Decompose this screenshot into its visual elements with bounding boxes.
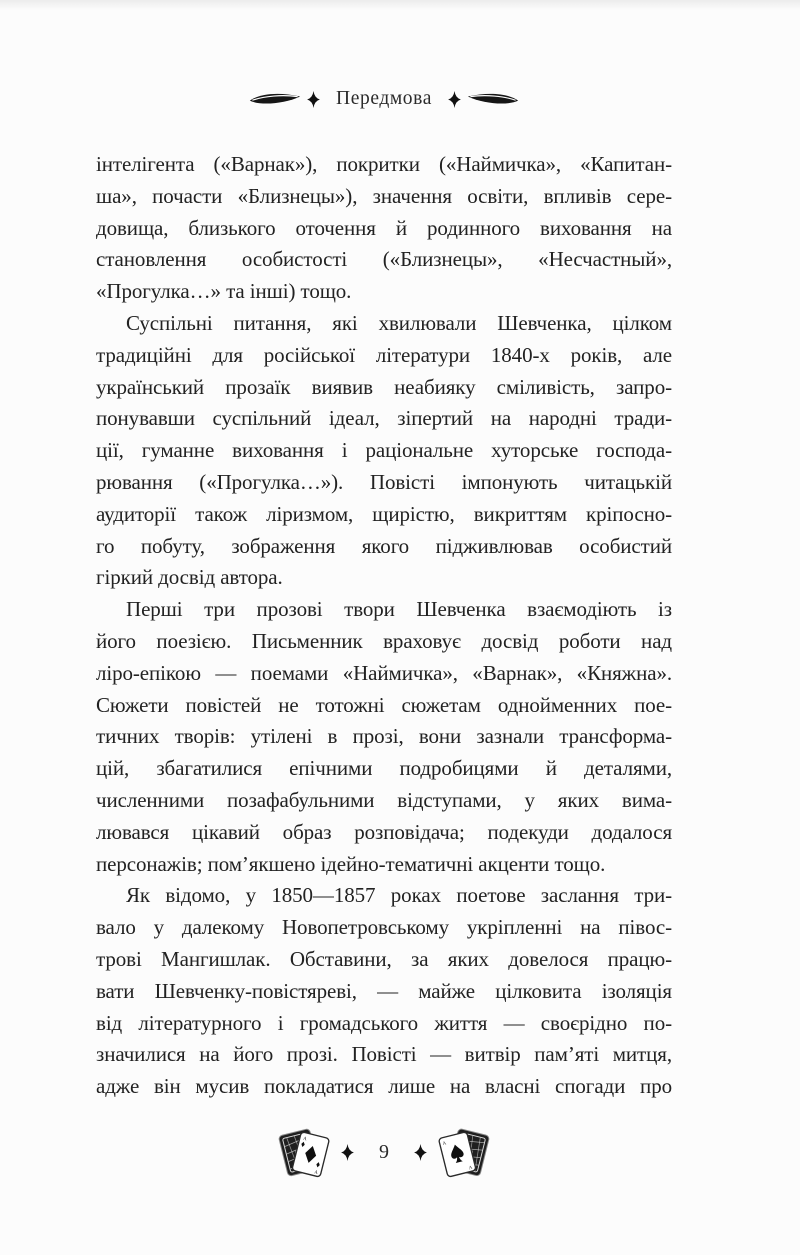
four-point-star-icon: [341, 1144, 354, 1161]
text-line: ша», почасти «Близнецы»), значення освіти, впливів сере-: [96, 183, 672, 208]
four-point-star-icon: [414, 1144, 427, 1161]
text-line: персонажів; пом’якшено ідейно-тематичні акценти тощо.: [96, 851, 606, 876]
four-point-star-icon: [307, 91, 320, 108]
playing-cards-diamond-ace-icon: [277, 1123, 333, 1181]
page-footer: [96, 1120, 672, 1184]
text-line: Перші три прозові твори Шевченка взаємодіють із: [126, 597, 672, 622]
body-text: [96, 149, 672, 1103]
chapter-header: [96, 88, 672, 110]
text-line: рювання («Прогулка…»). Повісті імпонують читацькій: [96, 469, 672, 494]
text-line: Суспільні питання, які хвилювали Шевченка, цілком: [126, 310, 672, 335]
text-line: численними позафабульними відступами, у яких вима-: [96, 787, 672, 812]
text-line: понувавши суспільний ідеал, зіпертий на народні тради-: [96, 406, 672, 431]
page-number: 9: [379, 1141, 389, 1163]
svg-text:A: A: [442, 1141, 447, 1147]
text-line: його поезією. Письменник враховує досвід роботи над: [96, 628, 672, 653]
text-line: значилися на його прозі. Повісті — витвір пам’яті митця,: [96, 1042, 672, 1067]
text-line: Як відомо, у 1850—1857 роках поетове заслання три-: [126, 883, 672, 908]
text-line: ції, гуманне виховання і раціональне хуторське господа-: [96, 438, 672, 463]
text-line: від літературного і громадського життя — своєрідно по-: [96, 1010, 672, 1035]
text-line: інтелігента («Варнак»), покритки («Наймичка», «Капитан-: [96, 152, 672, 176]
text-line: вати Шевченку-повістяреві, — майже цілковита ізоляція: [96, 978, 672, 1003]
text-line: аудиторії також ліризмом, щирістю, викриттям кріпосно-: [96, 501, 672, 526]
text-line: становлення особистості («Близнецы», «Несчастный»,: [96, 247, 672, 272]
svg-text:A: A: [302, 1136, 308, 1143]
text-line: ліро-епікою — поемами «Наймичка», «Варнак», «Княжна».: [96, 660, 672, 685]
four-point-star-icon: [448, 91, 461, 108]
playing-cards-spade-ace-icon: [435, 1123, 491, 1181]
text-line: адже він мусив покладатися лише на власні спогади про: [96, 1074, 672, 1099]
text-line: традиційні для російської літератури 1840-х років, але: [96, 342, 672, 367]
svg-text:A: A: [468, 1165, 474, 1172]
text-line: гіркий досвід автора.: [96, 565, 283, 590]
leaf-ornament-icon: [467, 90, 519, 108]
leaf-ornament-icon: [249, 90, 301, 108]
text-line: лювався цікавий образ розповідача; подекуди додалося: [96, 819, 672, 844]
svg-text:A: A: [313, 1170, 319, 1176]
text-line: довища, близького оточення й родинного виховання на: [96, 215, 672, 240]
text-line: трові Мангишлак. Обставини, за яких довелося працю-: [96, 946, 672, 971]
text-line: Сюжети повістей не тотожні сюжетам однойменних пое-: [96, 692, 672, 717]
text-line: тичних творів: утілені в прозі, вони зазнали трансформа-: [96, 724, 672, 749]
text-line: «Прогулка…» та інші) тощо.: [96, 279, 352, 304]
text-line: вало у далекому Новопетровському укріпленні на півос-: [96, 915, 672, 940]
text-line: український прозаїк виявив неабияку сміливість, запро-: [96, 374, 672, 399]
text-line: цій, збагатилися епічними подробицями й деталями,: [96, 756, 672, 781]
page-title: Передмова: [336, 88, 432, 109]
text-line: го побуту, зображення якого підживлював особистий: [96, 533, 672, 558]
